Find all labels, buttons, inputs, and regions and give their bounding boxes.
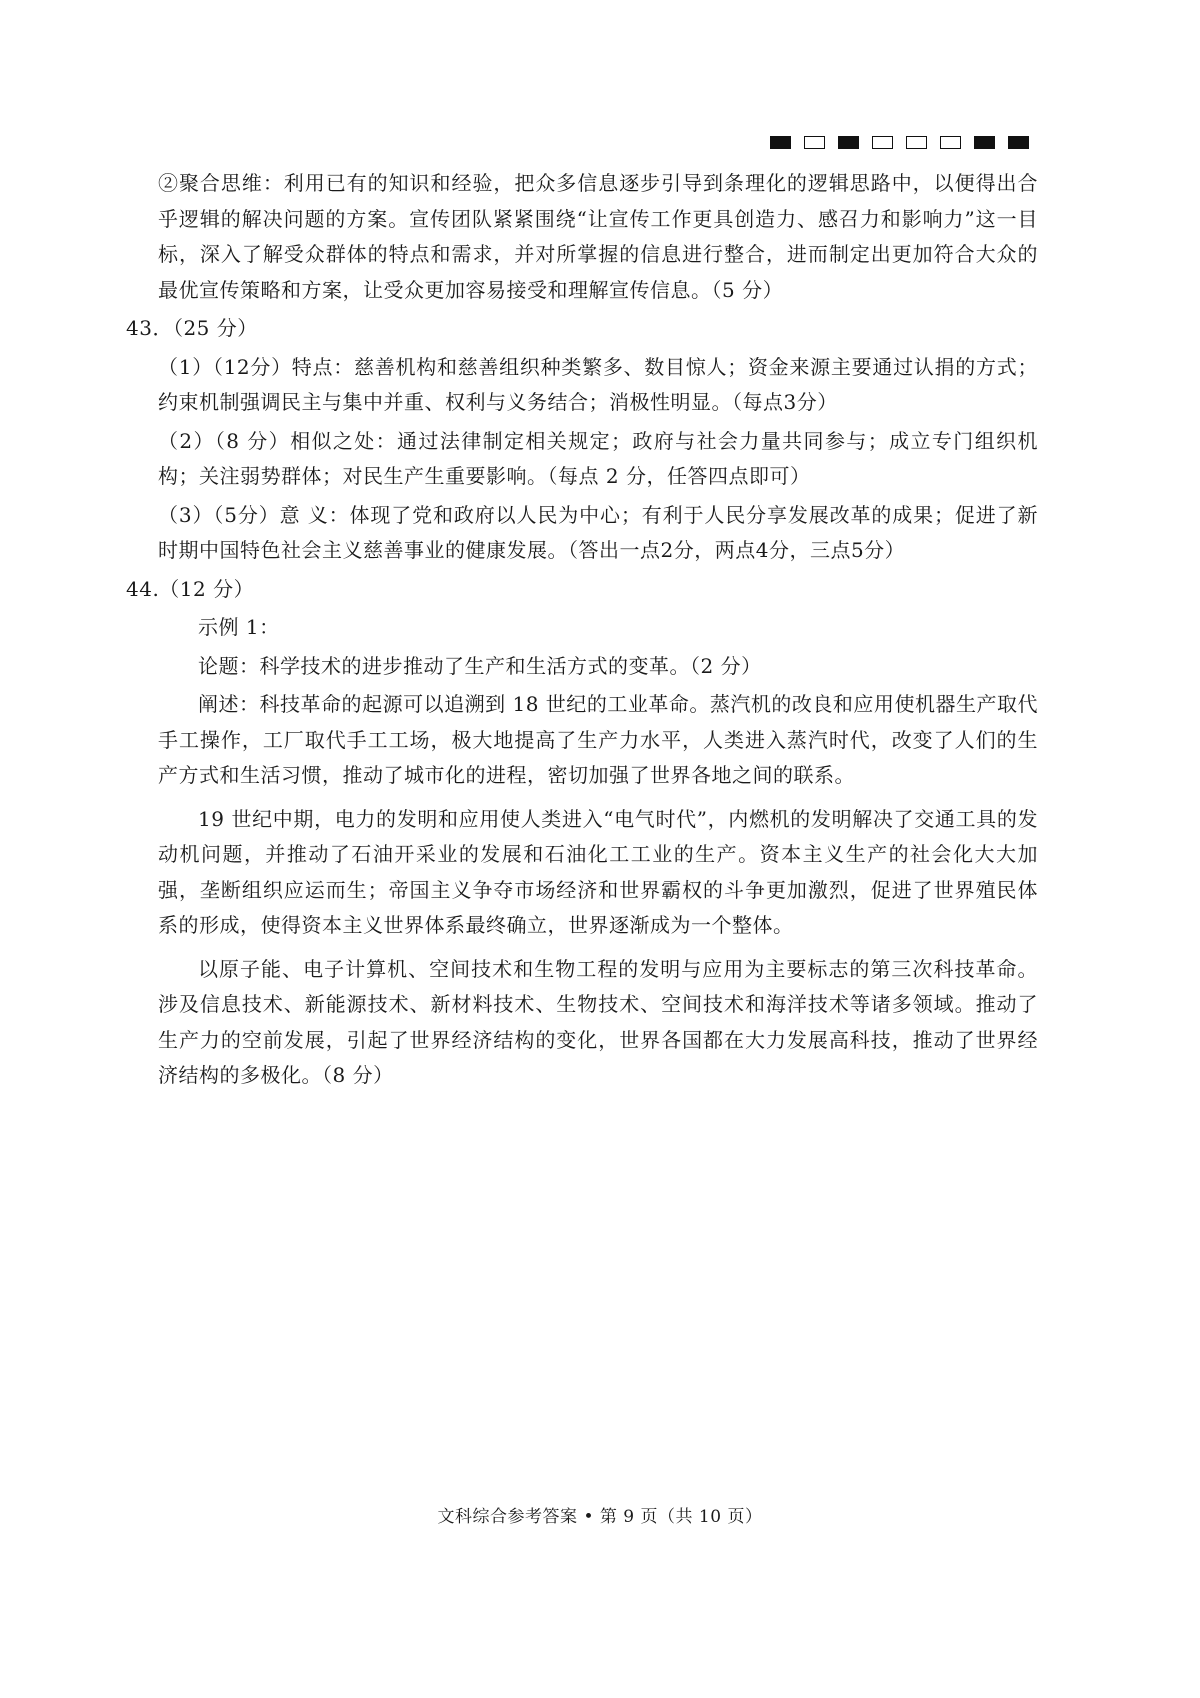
header-mark [940,136,961,149]
thesis-statement: 论题：科学技术的进步推动了生产和生活方式的变革。（2 分） [198,653,762,678]
header-mark [906,136,927,149]
example-label: 示例 1： [198,615,280,639]
header-mark [804,136,825,149]
question-44-heading: 44.（12 分） [126,576,255,601]
header-marks [770,136,1029,150]
paragraph-text: ②聚合思维：利用已有的知识和经验，把众多信息逐步引导到条理化的逻辑思路中，以便得出合乎逻辑的解决问题的方案。宣传团队紧紧围绕“让宣传工作更具创造力、感召力和影响力”这一目标，深入了解受众群体的特点和需求，并对所掌握的信息进行整合，进而制定出更加符合大众的最优宣传策略和方案，让受众更加容易接受和理解宣传信息。（5 分） [158,171,1038,302]
question-43-part-2: （2）（8 分）相似之处：通过法律制定相关规定；政府与社会力量共同参与；成立专门组织机构；关注弱势群体；对民生产生重要影响。（每点 2 分，任答四点即可） [158,428,1038,488]
elaboration-paragraph-2: 19 世纪中期，电力的发明和应用使人类进入“电气时代”，内燃机的发明解决了交通工具的发动机问题，并推动了石油开采业的发展和石油化工工业的生产。资本主义生产的社会化大大加强，垄断组织应运而生；帝国主义争夺市场经济和世界霸权的斗争更加激烈，促进了世界殖民体系的形成，使得资本主义世界体系最终确立，世界逐渐成为一个整体。 [158,806,1038,937]
question-43-part-3: （3）（5分）意 义：体现了党和政府以人民为中心；有利于人民分享发展改革的成果；促进了新时期中国特色社会主义慈善事业的健康发展。（答出一点2分，两点4分，三点5分） [158,502,1038,562]
question-43-part-1: （1）（12分）特点：慈善机构和慈善组织种类繁多、数目惊人；资金来源主要通过认捐的方式；约束机制强调民主与集中并重、权利与义务结合；消极性明显。（每点3分） [158,354,1038,414]
elaboration-paragraph-3: 以原子能、电子计算机、空间技术和生物工程的发明与应用为主要标志的第三次科技革命。涉及信息技术、新能源技术、新材料技术、生物技术、空间技术和海洋技术等诸多领域。推动了生产力的空前发展，引起了世界经济结构的变化，世界各国都在大力发展高科技，推动了世界经济结构的多极化。（8 分） [158,956,1038,1087]
header-mark [838,136,859,149]
answer-content [126,166,1038,1097]
header-mark [770,136,791,149]
page-footer: 文科综合参考答案 • 第 9 页（共 10 页） [437,1507,763,1527]
elaboration-paragraph-1: 阐述：科技革命的起源可以追溯到 18 世纪的工业革命。蒸汽机的改良和应用使机器生产取代手工操作，工厂取代手工工场，极大地提高了生产力水平，人类进入蒸汽时代，改变了人们的生产方式和生活习惯，推动了城市化的进程，密切加强了世界各地之间的联系。 [158,692,1038,787]
header-mark [1008,136,1029,149]
header-mark [974,136,995,149]
question-43-heading: 43．（25 分） [126,316,258,340]
header-mark [872,136,893,149]
paragraph-convergent-thinking [158,166,1038,308]
